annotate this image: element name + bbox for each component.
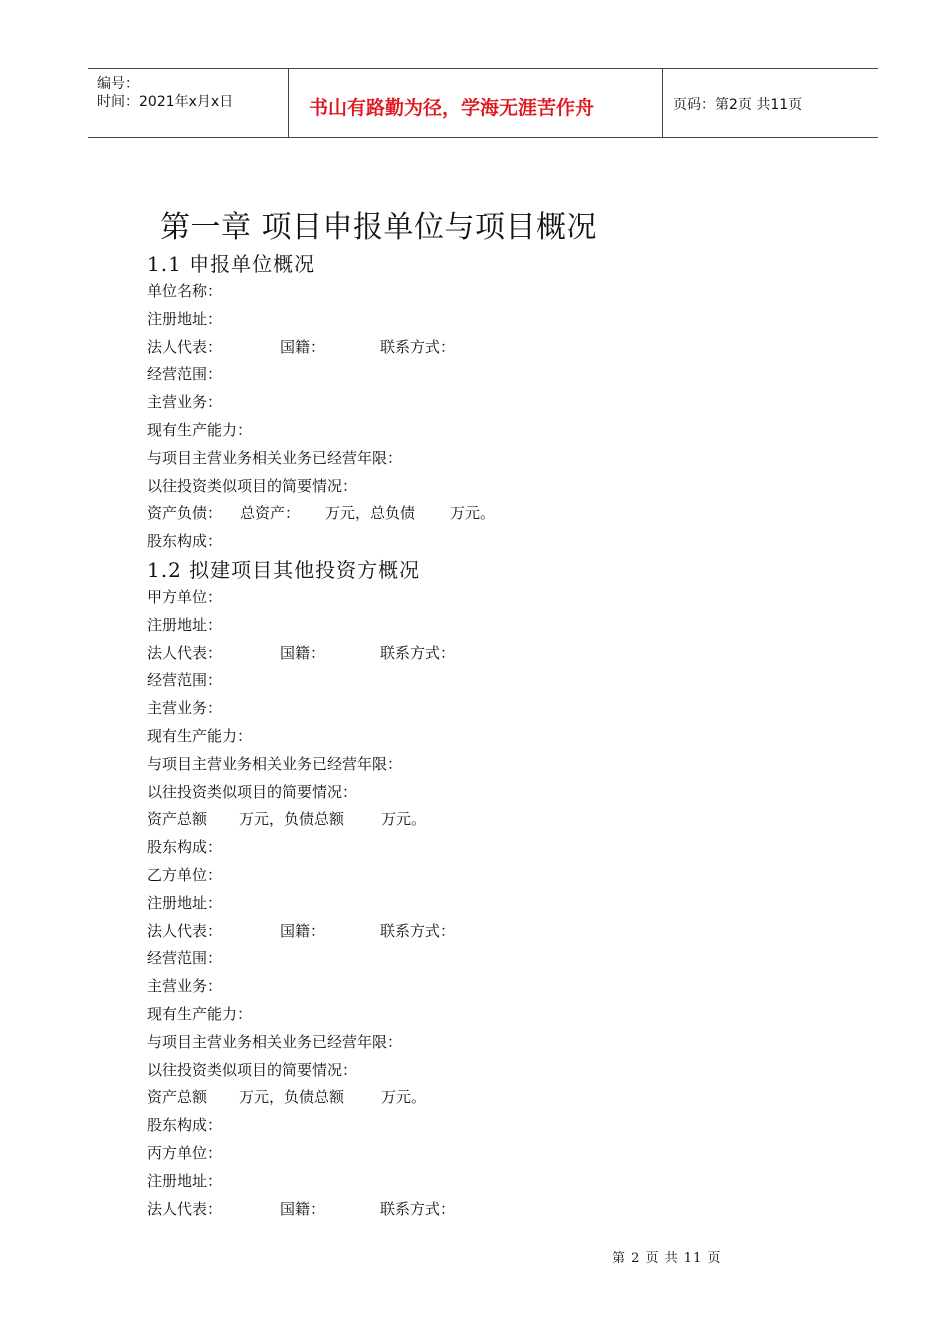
- party-a-past-projects: 以往投资类似项目的简要情况：: [147, 782, 358, 801]
- party-c-unit: 丙方单位：: [147, 1143, 223, 1162]
- field-assets-row: [147, 500, 847, 528]
- party-b-years: 与项目主营业务相关业务已经营年限：: [147, 1032, 403, 1051]
- party-b-capacity: 现有生产能力：: [147, 1004, 253, 1023]
- page-footer: 第 2 页 共 11 页: [612, 1251, 722, 1266]
- party-c-address: 注册地址：: [147, 1171, 223, 1190]
- field-assets-unit: 万元。: [450, 504, 496, 523]
- party-a-contact: 联系方式：: [380, 643, 456, 662]
- party-c-contact: 联系方式：: [380, 1199, 456, 1218]
- party-b-shareholders: 股东构成：: [147, 1116, 223, 1135]
- field-shareholders: 股东构成：: [147, 532, 223, 551]
- party-a-total-liabilities: 万元，负债总额: [239, 810, 345, 829]
- field-business-scope: 经营范围：: [147, 365, 223, 384]
- field-nationality: 国籍：: [280, 337, 326, 356]
- party-a-total-assets: 资产总额: [147, 810, 208, 829]
- chapter-title: 第一章 项目申报单位与项目概况: [160, 210, 598, 245]
- party-b-total-liabilities: 万元，负债总额: [239, 1088, 345, 1107]
- party-b-address: 注册地址：: [147, 893, 223, 912]
- party-a-capacity: 现有生产能力：: [147, 726, 253, 745]
- page-header: [88, 68, 878, 138]
- document-time-label: 时间：2021年x月x日: [97, 94, 234, 110]
- party-a-legal-rep-row: [147, 640, 847, 668]
- party-b-contact: 联系方式：: [380, 921, 456, 940]
- field-years: 与项目主营业务相关业务已经营年限：: [147, 448, 403, 467]
- field-main-business: 主营业务：: [147, 393, 223, 412]
- section-heading-1-2: 1.2 拟建项目其他投资方概况: [147, 557, 421, 582]
- party-a-unit: 甲方单位：: [147, 587, 223, 606]
- party-c-nationality: 国籍：: [280, 1199, 326, 1218]
- field-address: 注册地址：: [147, 309, 223, 328]
- party-b-legal-rep: 法人代表：: [147, 921, 223, 940]
- field-past-projects: 以往投资类似项目的简要情况：: [147, 476, 358, 495]
- party-b-main-business: 主营业务：: [147, 977, 223, 996]
- party-c-legal-rep: 法人代表：: [147, 1199, 223, 1218]
- field-assets-label: 资产负债：: [147, 504, 223, 523]
- document-number-label: 编号：: [97, 76, 139, 92]
- header-motto: 书山有路勤为径，学海无涯苦作舟: [309, 97, 595, 119]
- party-b-unit: 乙方单位：: [147, 865, 223, 884]
- party-a-main-business: 主营业务：: [147, 699, 223, 718]
- party-a-business-scope: 经营范围：: [147, 671, 223, 690]
- party-a-shareholders: 股东构成：: [147, 838, 223, 857]
- section-heading-1-1: 1.1 申报单位概况: [147, 252, 316, 276]
- header-page-cell: [663, 69, 878, 137]
- party-b-assets-unit: 万元。: [381, 1088, 427, 1107]
- field-legal-rep: 法人代表：: [147, 337, 223, 356]
- party-a-assets-unit: 万元。: [381, 810, 427, 829]
- header-meta-cell: [88, 69, 289, 137]
- field-total-liabilities: 万元，总负债: [325, 504, 416, 523]
- field-total-assets: 总资产：: [240, 504, 301, 523]
- header-motto-cell: [289, 69, 663, 137]
- party-a-nationality: 国籍：: [280, 643, 326, 662]
- field-capacity: 现有生产能力：: [147, 420, 253, 439]
- party-b-legal-rep-row: [147, 918, 847, 946]
- party-a-assets-row: [147, 806, 847, 834]
- party-a-years: 与项目主营业务相关业务已经营年限：: [147, 754, 403, 773]
- party-b-past-projects: 以往投资类似项目的简要情况：: [147, 1060, 358, 1079]
- party-b-nationality: 国籍：: [280, 921, 326, 940]
- party-b-total-assets: 资产总额: [147, 1088, 208, 1107]
- field-unit-name: 单位名称：: [147, 282, 223, 300]
- party-b-assets-row: [147, 1084, 847, 1112]
- header-page-info: 页码：第2页 共11页: [673, 97, 803, 113]
- field-legal-rep-row: [147, 334, 847, 362]
- party-b-business-scope: 经营范围：: [147, 949, 223, 968]
- document-body: [147, 250, 847, 1223]
- party-a-address: 注册地址：: [147, 615, 223, 634]
- party-a-legal-rep: 法人代表：: [147, 643, 223, 662]
- party-c-legal-rep-row: [147, 1196, 847, 1224]
- field-contact: 联系方式：: [380, 337, 456, 356]
